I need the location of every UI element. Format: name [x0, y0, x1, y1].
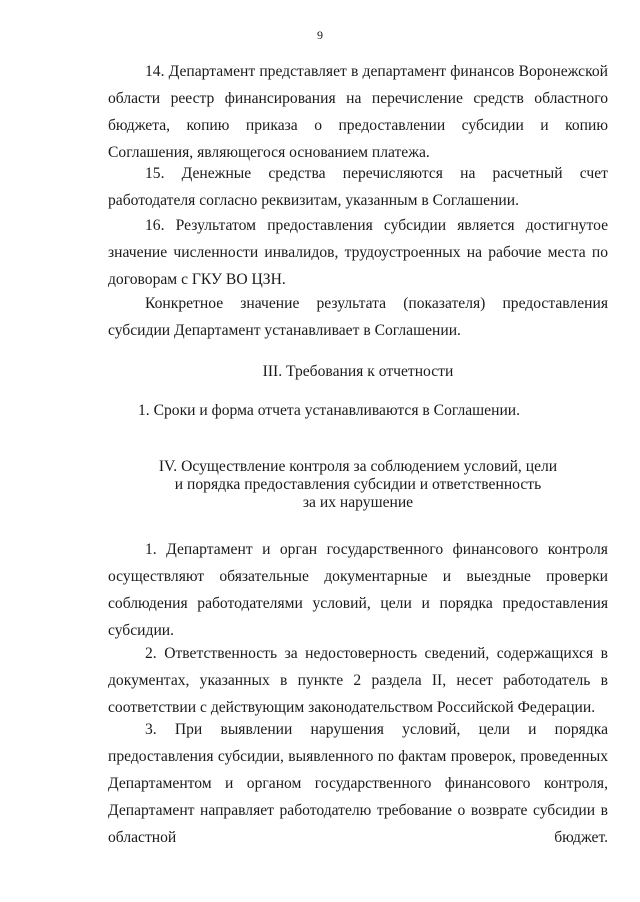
section-4-heading-line-3: за их нарушение	[302, 494, 414, 511]
section-4-heading-line-1: IV. Осуществление контроля за соблюдением условий, цели	[158, 458, 558, 475]
page-number: 9	[317, 28, 323, 42]
section-3-paragraph-1: 1. Сроки и форма отчета устанавливаются в Соглашении.	[138, 402, 521, 419]
paragraph-15: 15. Денежные средства перечисляются на расчетный счет работодателя согласно реквизитам, указанным в Соглашении.	[108, 165, 608, 209]
section-4-paragraph-3: 3. При выявлении нарушения условий, цели и порядка предоставления субсидии, выявленного по фактам проверок, проведенных Департаментом и органом государственного финансового контроля, Департамент направляет работодателю требование о возврате субсидии в областной бюджет.	[108, 721, 608, 846]
section-4-heading-line-2: и порядка предоставления субсидии и ответственность	[174, 476, 542, 493]
section-3-heading: III. Требования к отчетности	[262, 363, 454, 380]
paragraph-16: 16. Результатом предоставления субсидии является достигнутое значение численности инвалидов, трудоустроенных на рабочие места по договорам с ГКУ ВО ЦЗН.	[108, 217, 608, 288]
section-4-paragraph-1: 1. Департамент и орган государственного финансового контроля осуществляют обязательные документарные и выездные проверки соблюдения работодателями условий, цели и порядка предоставления субсидии.	[108, 541, 608, 639]
section-4-paragraph-2: 2. Ответственность за недостоверность сведений, содержащихся в документах, указанных в пункте 2 раздела II, несет работодатель в соответствии с действующим законодательством Российской Федерации.	[108, 645, 608, 716]
paragraph-14: 14. Департамент представляет в департамент финансов Воронежской области реестр финансирования на перечисление средств областного бюджета, копию приказа о предоставлении субсидии и копию Соглашения, являющегося основанием платежа.	[108, 63, 608, 161]
paragraph-result-value: Конкретное значение результата (показателя) предоставления субсидии Департамент устанавливает в Соглашении.	[108, 295, 608, 339]
